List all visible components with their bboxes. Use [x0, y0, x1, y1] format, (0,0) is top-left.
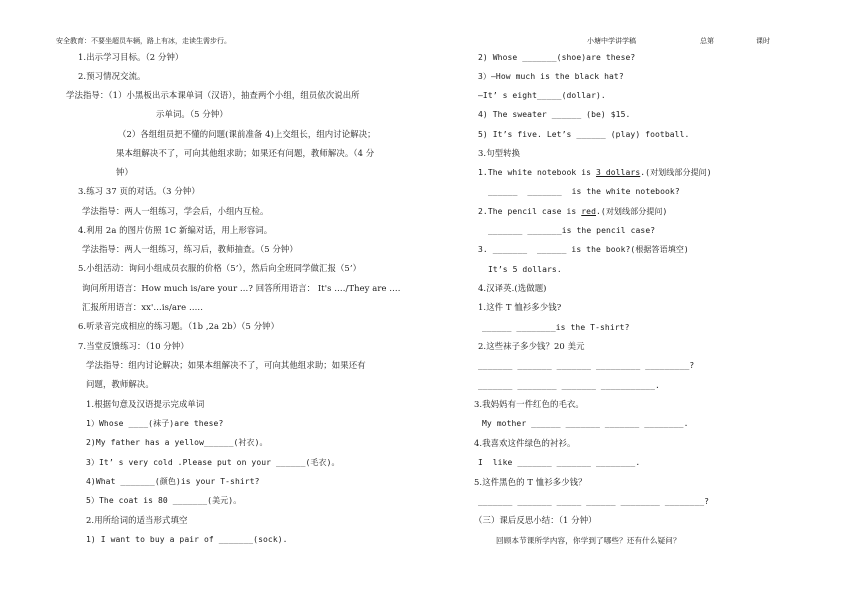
exercise-2-title: 2.用所给词的适当形式填空: [86, 515, 188, 525]
exercise-4-q3-blank: My mother ______ _______ _______ ________.: [482, 419, 689, 428]
method-guide-1: 学法指导：（1）小黑板出示本课单词（汉语），抽查两个小组，组员依次说出所: [66, 90, 360, 100]
exercise-2-q2: 2) Whose _______(shoe)are these?: [478, 53, 636, 62]
exercise-3-q1-note: .(对划线部分提问): [640, 168, 712, 177]
method-guide-2-cont: 果本组解决不了，可向其他组求助；如果还有问题，教师解决。（4 分: [116, 148, 375, 158]
exercise-4-title: 4.汉译英.(选做题): [478, 283, 547, 293]
exercise-1-q3: 3）It’ s very cold .Please put on your ______(毛衣)。: [86, 458, 340, 467]
exercise-4-q5: 5.这件黑色的 T 恤衫多少钱？: [474, 477, 587, 487]
exercise-3-q2-note: .(对划线部分提问): [596, 207, 668, 216]
school-name: 小塘中学讲学稿: [587, 37, 636, 45]
method-guide-2-end: 钟）: [116, 167, 133, 177]
exercise-3-q2: [478, 206, 667, 217]
exercise-3-title: 3.句型转换: [478, 148, 521, 158]
exercise-3-q1-blank: ______ _______ is the white notebook?: [488, 187, 680, 196]
exercise-4-q3: 3.我妈妈有一件红色的毛衣。: [474, 399, 584, 409]
exercise-1-title: 1.根据句意及汉语提示完成单词: [86, 399, 205, 409]
step-5-ask-language: 询问所用语言：How much is/are your …? 回答所用语言： It's …./They are ….: [82, 283, 401, 293]
exercise-4-q1: 1.这件 T 恤衫多少钱?: [478, 302, 562, 312]
exercise-2-q5: 5) It’s five. Let’s ______ (play) football.: [478, 130, 690, 139]
exercise-4-q4: 4.我喜欢这件绿色的衬衫。: [474, 438, 576, 448]
exercise-3-q2-text: 2.The pencil case is: [478, 207, 582, 216]
exercise-4-q1-blank: ______ ________is the T-shirt?: [482, 323, 630, 332]
exercise-1-q5: 5）The coat is 80 _______(美元)。: [86, 496, 242, 505]
method-guide-1-cont: 示单词。（5 分钟）: [156, 109, 228, 119]
exercise-3-q2-blank: _______ _______is the pencil case?: [488, 226, 656, 235]
step-5: 5.小组活动：询问小组成员衣服的价格（5’），然后向全班同学做汇报（5’）: [78, 263, 362, 273]
exercise-2-q4: 4) The sweater ______ (be) $15.: [478, 110, 631, 119]
step-7: 7.当堂反馈练习：（10 分钟）: [78, 341, 189, 351]
underlined-answer: red: [581, 207, 596, 216]
exercise-1-q2: 2)My father has a yellow______(衬衣)。: [86, 438, 268, 447]
reflection-title: （三）课后反思小结：（1 分钟）: [474, 515, 597, 525]
step-3-guide: 学法指导：两人一组练习，学会后，小组内互检。: [82, 206, 269, 216]
step-4: 4.利用 2a 的图片仿照 1C 新编对话，用上形容词。: [78, 225, 273, 235]
exercise-2-q3-answer: —It’ s eight_____(dollar).: [478, 91, 606, 100]
exercise-3-q3-answer: It’s 5 dollars.: [488, 265, 562, 274]
exercise-3-q1-text: 1.The white notebook is: [478, 168, 596, 177]
total-label: 总第: [700, 37, 714, 45]
exercise-4-q2-blank: _______ _______ _______ _________ _________?: [478, 361, 695, 370]
lesson-label: 课时: [756, 37, 770, 45]
exercise-2-q3: 3）—How much is the black hat?: [478, 72, 624, 81]
exercise-4-q2-blank-2: _______ ________ _______ ___________.: [478, 381, 660, 390]
exercise-1-q4: 4)What _______(颜色)is your T-shirt?: [86, 477, 260, 486]
exercise-3-q3: 3. _______ ______ is the book?(根据答语填空): [478, 245, 689, 254]
safety-note: 安全教育：不要坐超员车辆，路上有冰，走读生需步行。: [56, 37, 231, 45]
underlined-answer: 3 dollars: [596, 168, 641, 177]
step-6: 6.听录音完成相应的练习题。（1b ,2a 2b）（5 分钟）: [78, 321, 280, 331]
exercise-2-q1: 1) I want to buy a pair of _______(sock).: [86, 535, 288, 544]
step-7-guide-cont: 问题，教师解决。: [86, 379, 154, 389]
exercise-1-q1: 1）Whose ____(袜子)are these?: [86, 419, 224, 428]
step-4-guide: 学法指导：两人一组练习，练习后，教师抽查。（5 分钟）: [82, 244, 298, 254]
exercise-4-q5-blank: _______ _______ _____ ______ ________ ________?: [478, 497, 710, 506]
step-2: 2.预习情况交流。: [78, 71, 146, 81]
step-5-report-language: 汇报所用语言：xx'…is/are …..: [82, 302, 203, 312]
exercise-4-q2: 2.这些袜子多少钱？20 美元: [478, 341, 585, 351]
method-guide-2: （2）各组组员把不懂的问题(课前准备 4)上交组长，组内讨论解决；: [118, 129, 376, 139]
step-1: 1.出示学习目标。（2 分钟）: [78, 52, 184, 62]
exercise-3-q1: [478, 167, 712, 178]
step-7-guide: 学法指导：组内讨论解决；如果本组解决不了，可向其他组求助；如果还有: [86, 360, 366, 370]
step-3: 3.练习 37 页的对话。（3 分钟）: [78, 186, 200, 196]
reflection-prompt: 回顾本节课所学内容，你学到了哪些？还有什么疑问？: [496, 536, 681, 545]
exercise-4-q4-blank: I like _______ _______ ________.: [478, 458, 641, 467]
